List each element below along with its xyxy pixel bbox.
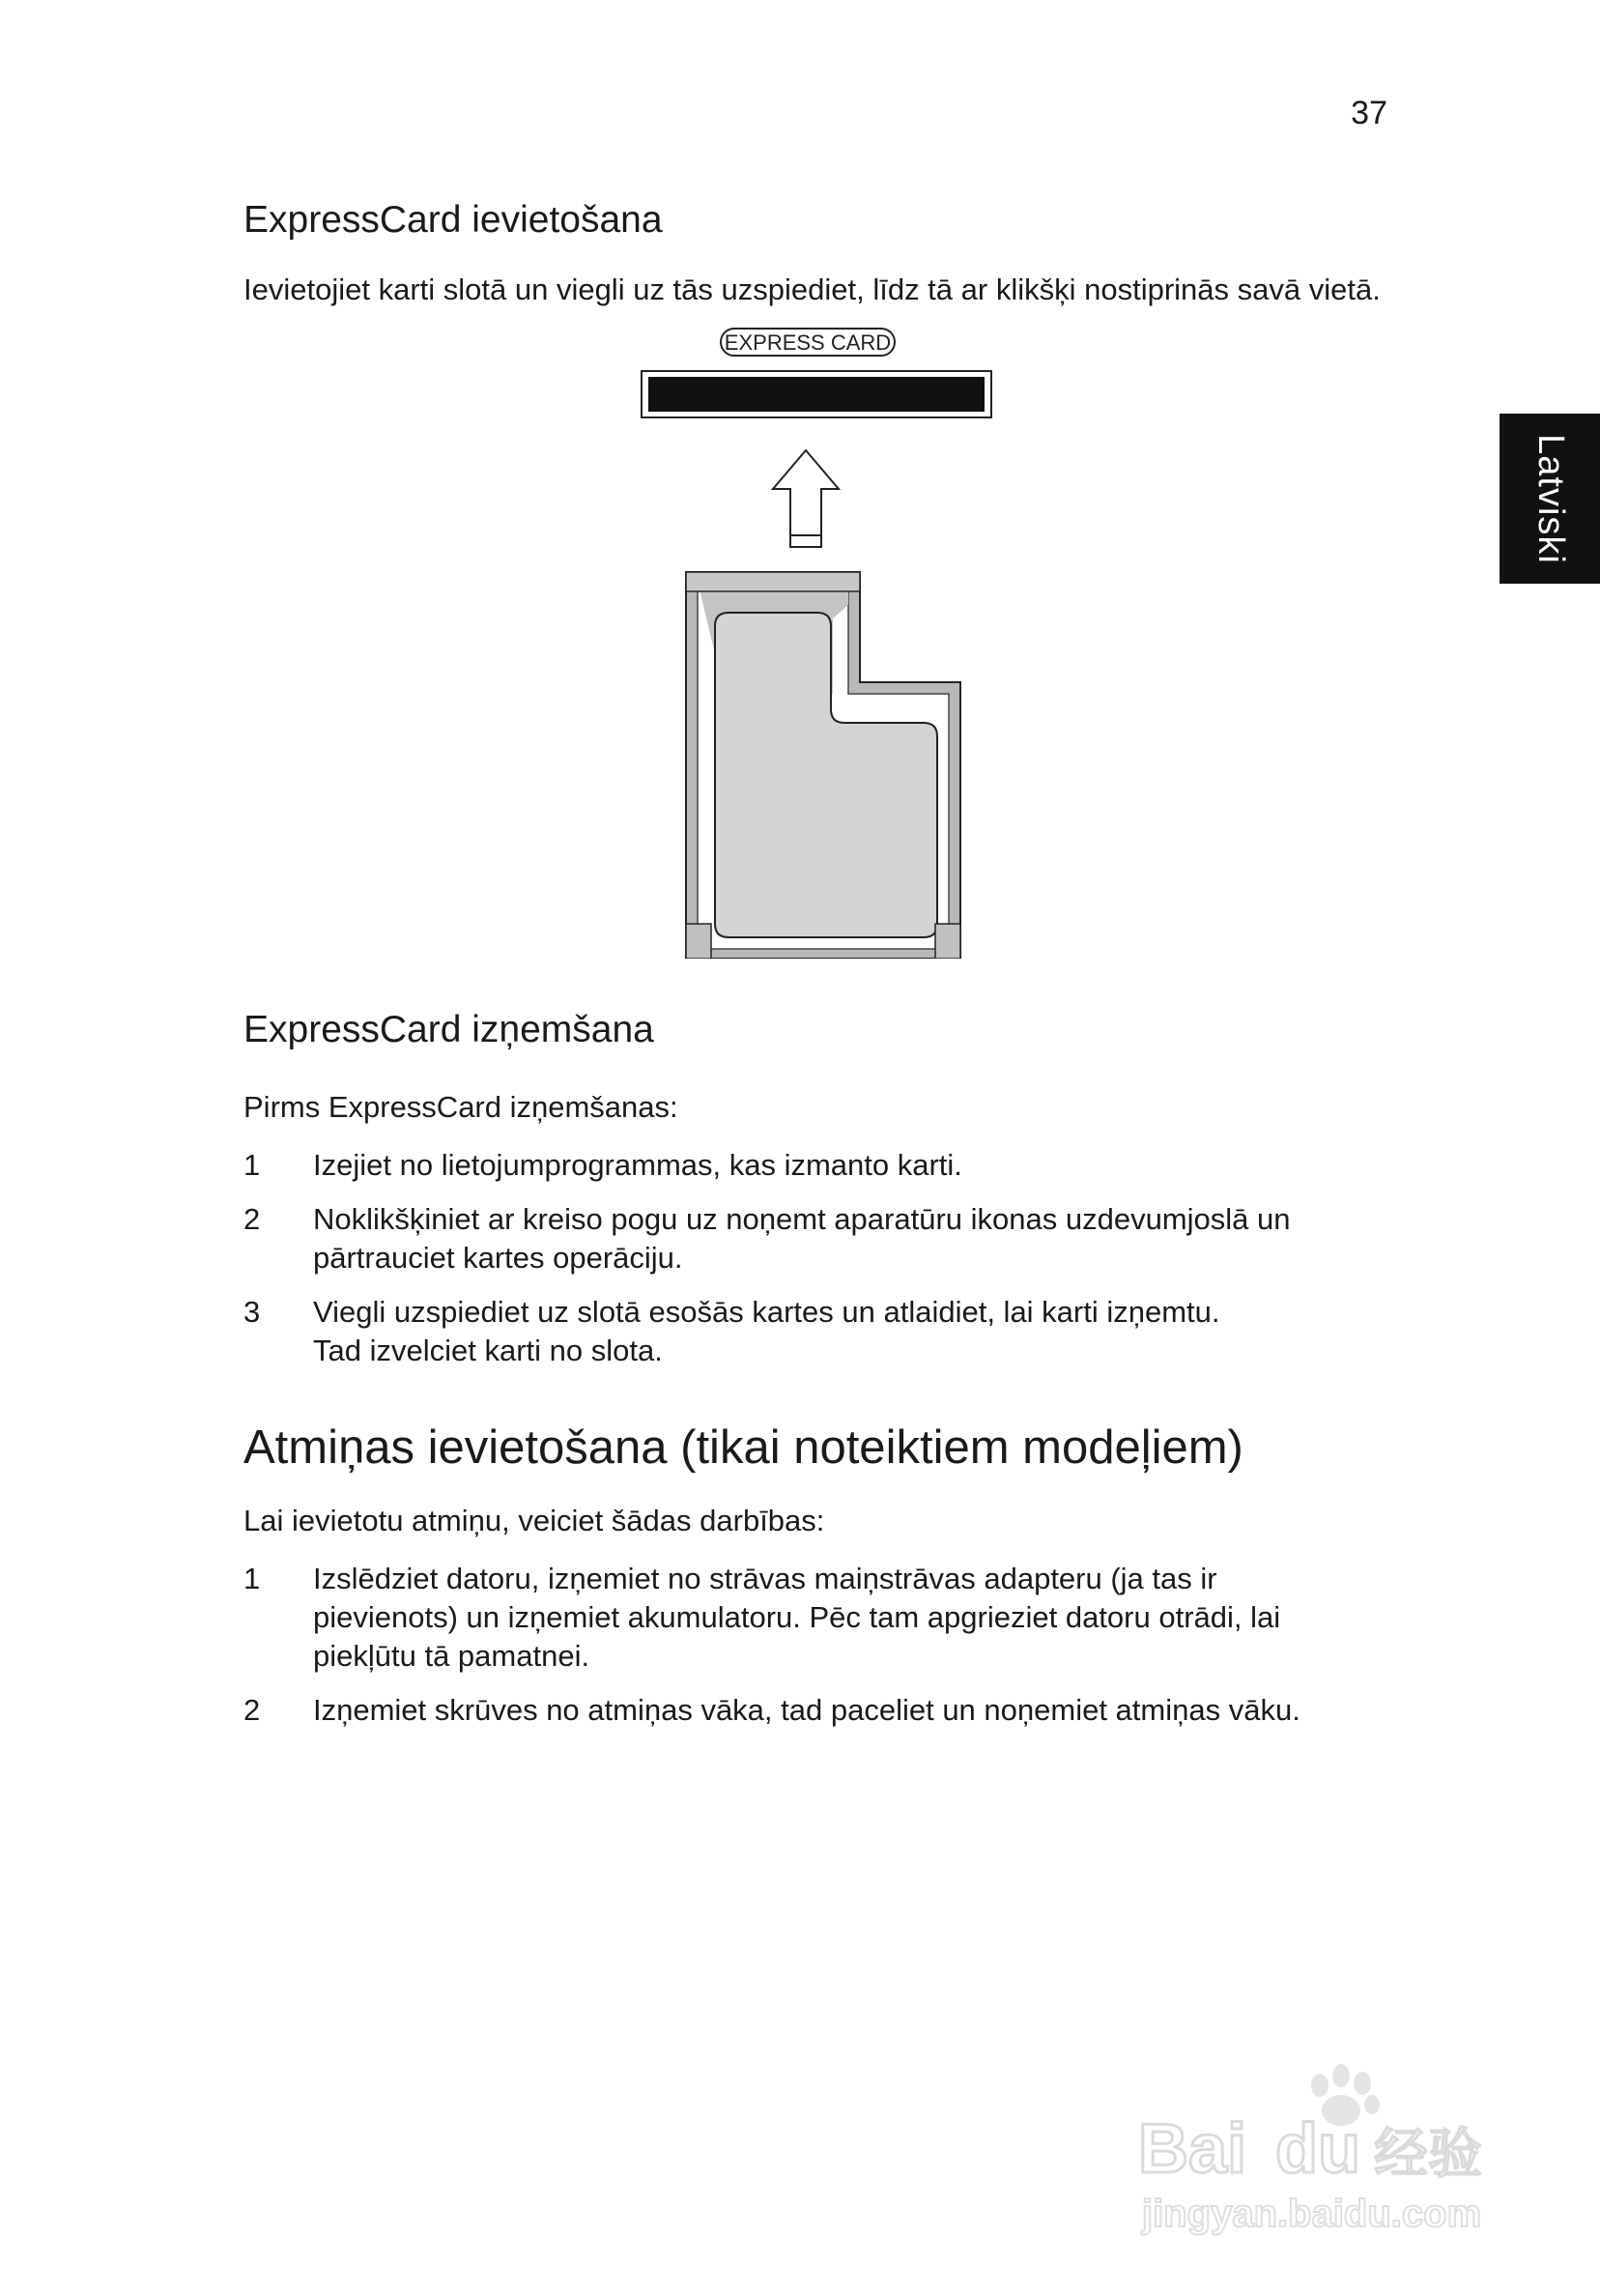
card-slot	[648, 377, 985, 412]
list-number: 1	[243, 1562, 261, 1595]
watermark-brand-jingyan: 经验	[1374, 2123, 1482, 2186]
list-text-line: Izņemiet skrūves no atmiņas vāka, tad paceliet un noņemiet atmiņas vāku.	[313, 1693, 1300, 1727]
section-title-memory: Atmiņas ievietošana (tikai noteiktiem modeļiem)	[243, 1421, 1243, 1474]
list-text-line: Viegli uzspiediet uz slotā esošās kartes un atlaidiet, lai karti izņemtu.	[313, 1295, 1220, 1329]
list-text-line: Noklikšķiniet ar kreiso pogu uz noņemt aparatūru ikonas uzdevumjoslā un	[313, 1202, 1291, 1236]
express-card-label: EXPRESS CARD	[724, 330, 892, 355]
language-tab	[1500, 414, 1600, 584]
expresscard-insert-figure	[628, 325, 1014, 959]
list-number: 3	[243, 1295, 261, 1329]
baidu-watermark	[1130, 2047, 1507, 2240]
section-title-insert: ExpressCard ievietošana	[243, 199, 663, 241]
page-number: 37	[1351, 95, 1387, 131]
list-text-line: Izejiet no lietojumprogrammas, kas izmanto karti.	[313, 1148, 962, 1182]
watermark-url: jingyan.baidu.com	[1142, 2193, 1482, 2235]
watermark-brand-du: du	[1275, 2110, 1360, 2188]
list-text-line: pārtrauciet kartes operāciju.	[313, 1241, 683, 1275]
insert-instructions: Ievietojiet karti slotā un viegli uz tās uzspiediet, līdz tā ar klikšķi nostiprinās savā vietā.	[243, 273, 1381, 306]
language-tab-label: Latviski	[1529, 433, 1571, 564]
remove-intro: Pirms ExpressCard izņemšanas:	[243, 1090, 678, 1124]
list-text-line: piekļūtu tā pamatnei.	[313, 1639, 590, 1673]
card-label-area	[715, 613, 937, 937]
watermark-brand-bai: Bai	[1138, 2110, 1247, 2188]
list-text-line: Izslēdziet datoru, izņemiet no strāvas maiņstrāvas adapteru (ja tas ir	[313, 1562, 1217, 1595]
list-text-line: pievienots) un izņemiet akumulatoru. Pēc tam apgrieziet datoru otrādi, lai	[313, 1600, 1281, 1634]
list-number: 2	[243, 1202, 261, 1236]
section-title-remove: ExpressCard izņemšana	[243, 1009, 654, 1050]
list-text-line: Tad izvelciet karti no slota.	[313, 1334, 663, 1367]
list-number: 2	[243, 1693, 261, 1727]
memory-intro: Lai ievietotu atmiņu, veiciet šādas darbības:	[243, 1504, 825, 1537]
insert-arrow-icon	[773, 450, 839, 547]
list-number: 1	[243, 1148, 261, 1182]
